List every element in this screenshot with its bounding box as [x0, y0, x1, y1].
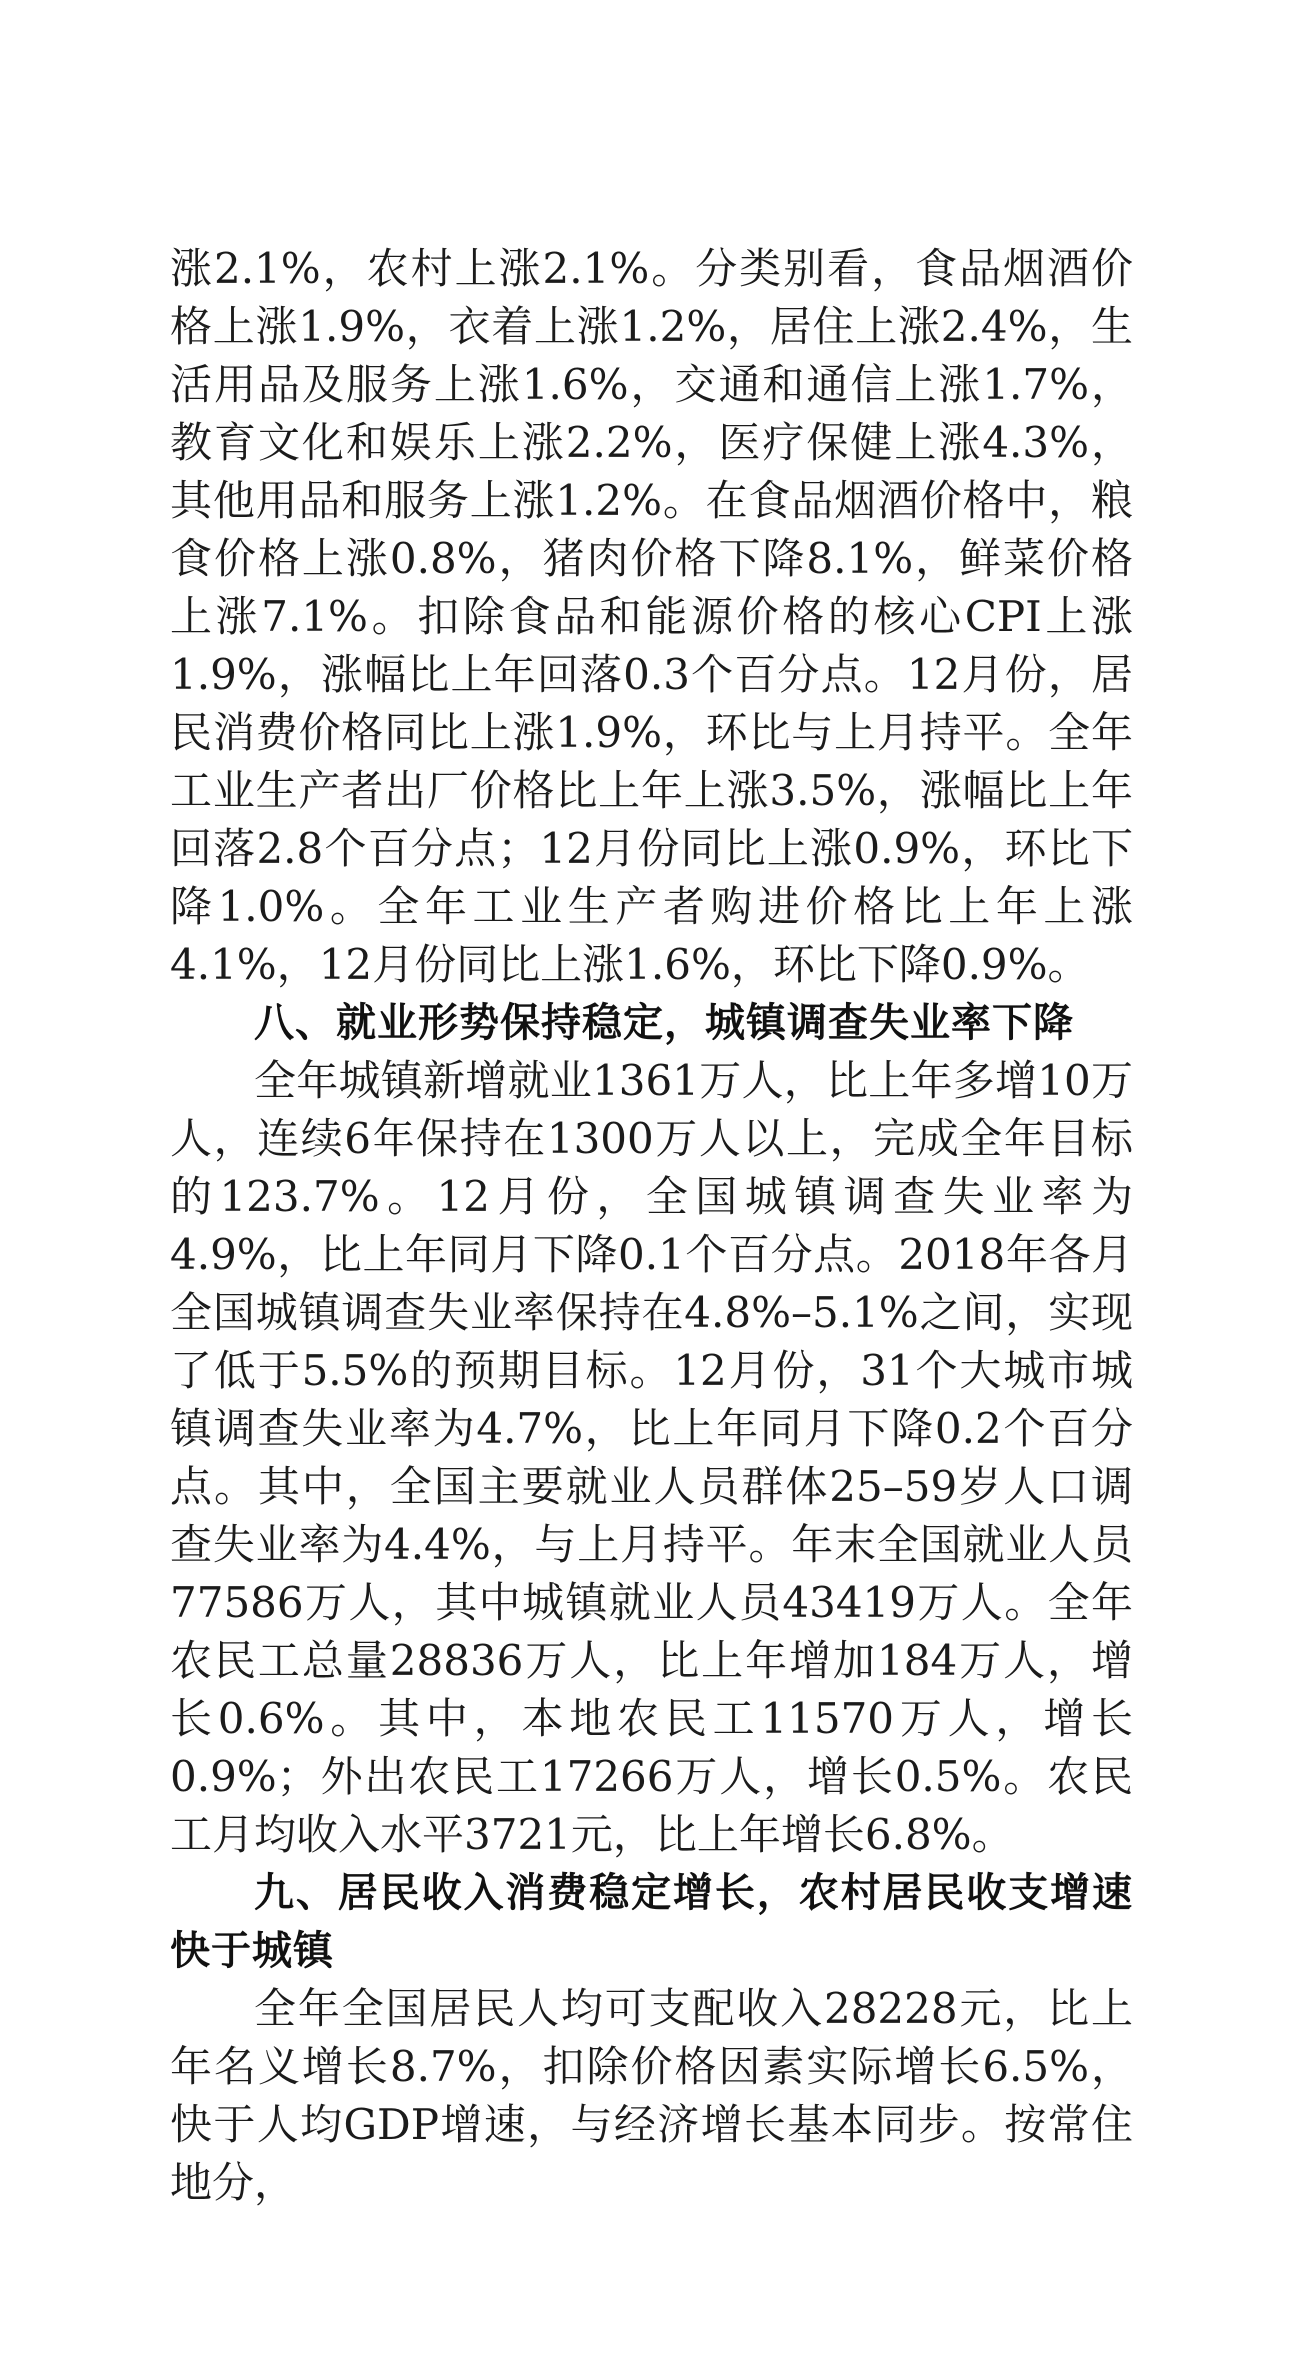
body-paragraph-prices: 涨2.1%，农村上涨2.1%。分类别看，食品烟酒价格上涨1.9%，衣着上涨1.2%，居住上涨2.4%，生活用品及服务上涨1.6%，交通和通信上涨1.7%，教育文化和娱乐上涨2.2%，医疗保健上涨4.3%，其他用品和服务上涨1.2%。在食品烟酒价格中，粮食价格上涨0.8%，猪肉价格下降8.1%，鲜菜价格上涨7.1%。扣除食品和能源价格的核心CPI上涨1.9%，涨幅比上年回落0.3个百分点。12月份，居民消费价格同比上涨1.9%，环比与上月持平。全年工业生产者出厂价格比上年上涨3.5%，涨幅比上年回落2.8个百分点；12月份同比上涨0.9%，环比下降1.0%。全年工业生产者购进价格比上年上涨4.1%，12月份同比上涨1.6%，环比下降0.9%。	[170, 244, 1133, 989]
section-heading-income: 九、居民收入消费稳定增长，农村居民收支增速快于城镇	[170, 1870, 1133, 1974]
text-column	[170, 240, 1133, 2212]
body-paragraph-income: 全年全国居民人均可支配收入28228元，比上年名义增长8.7%，扣除价格因素实际增长6.5%，快于人均GDP增速，与经济增长基本同步。按常住地分，	[170, 1984, 1133, 2207]
body-paragraph-employment: 全年城镇新增就业1361万人，比上年多增10万人，连续6年保持在1300万人以上，完成全年目标的123.7%。12月份，全国城镇调查失业率为4.9%，比上年同月下降0.1个百分点。2018年各月全国城镇调查失业率保持在4.8%–5.1%之间，实现了低于5.5%的预期目标。12月份，31个大城市城镇调查失业率为4.7%，比上年同月下降0.2个百分点。其中，全国主要就业人员群体25–59岁人口调查失业率为4.4%，与上月持平。年末全国就业人员77586万人，其中城镇就业人员43419万人。全年农民工总量28836万人，比上年增加184万人，增长0.6%。其中，本地农民工11570万人，增长0.9%；外出农民工17266万人，增长0.5%。农民工月均收入水平3721元，比上年增长6.8%。	[170, 1056, 1133, 1859]
section-heading-employment: 八、就业形势保持稳定，城镇调查失业率下降	[254, 1000, 1074, 1046]
